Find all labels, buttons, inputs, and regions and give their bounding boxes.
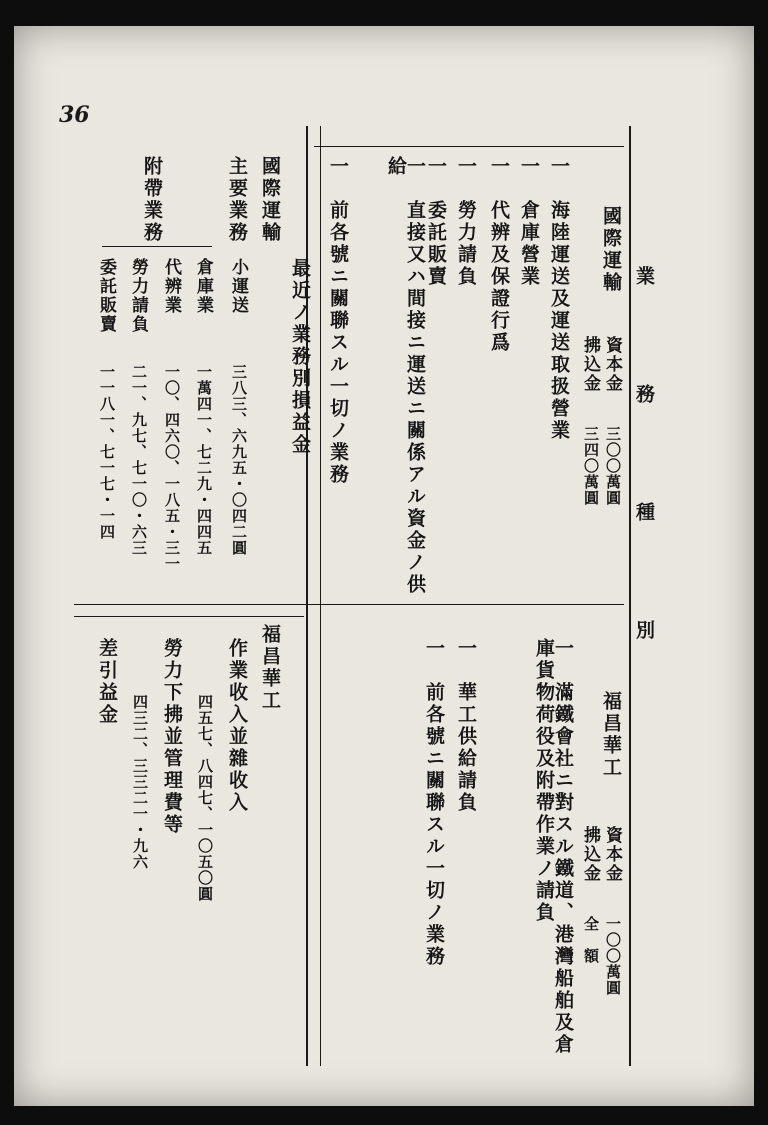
main-business-value: 三八三、六九五・〇四二圓: [230, 364, 248, 556]
inner-left-rule: [320, 126, 321, 1066]
income-row-label: 作業收入並雜收入: [226, 638, 248, 814]
ancillary-row-label: 代辨業: [161, 258, 181, 315]
company-name-b: 國際運輸: [259, 156, 281, 244]
income-row-value: 四三二、三三二一・九六: [131, 694, 149, 870]
business-item: 一 華工供給請負: [455, 638, 477, 814]
business-item: 一 前各號ニ關聯スル一切ノ業務: [423, 638, 445, 968]
capital-value-a: 三〇〇萬圓: [604, 426, 622, 506]
document-page: [14, 26, 754, 1106]
paid-in-label-c: 拂込金: [580, 826, 600, 883]
business-item: 一 倉庫營業: [518, 156, 540, 288]
business-item: 一 勞力請負: [455, 156, 477, 288]
income-row-value: 四五七、八四七、一〇五〇圓: [196, 694, 214, 902]
paid-in-value-a: 三四〇萬圓: [582, 426, 600, 506]
ancillary-row-label: 委託販賣: [96, 258, 116, 334]
business-item: 一 委託販賣: [425, 156, 447, 288]
capital-value-c: 一〇〇萬圓: [604, 916, 622, 996]
ancillary-bracket: [102, 246, 212, 247]
page-number: 36: [59, 102, 90, 128]
company-name-a: 國際運輸: [600, 206, 622, 294]
paid-in-label-a: 拂込金: [580, 336, 600, 393]
ancillary-row-value: 二一、九七、七一〇・六三: [130, 364, 148, 556]
capital-label-a: 資本金: [602, 336, 622, 393]
right-rule: [629, 126, 631, 1066]
paid-in-value-c: 全 額: [582, 916, 600, 964]
company-name-d: 福昌華工: [259, 624, 281, 712]
income-row-label: 差引益金: [96, 638, 118, 726]
ancillary-row-value: 一〇、四六〇、一八五・三一: [163, 364, 181, 572]
business-item: 一 海陸運送及運送取扱營業: [548, 156, 570, 442]
horizontal-divider: [74, 604, 624, 605]
business-item: 一 前各號ニ關聯スル一切ノ業務: [327, 156, 349, 486]
capital-label-c: 資本金: [602, 826, 622, 883]
section-header: 業 務 種 別: [633, 266, 655, 679]
business-item: 一 滿鐵會社ニ對スル鐵道、港灣船舶及倉庫貨物荷役及附帶作業ノ請負: [533, 638, 574, 1056]
main-business-item: 小運送: [228, 258, 248, 315]
top-rule: [314, 146, 624, 147]
ancillary-row-value: 一萬四一、七二九・四四五: [195, 364, 213, 556]
left-horizontal-divider: [74, 616, 304, 617]
business-item: 一 直接又ハ間接ニ運送ニ關係アル資金ノ供給: [385, 156, 426, 596]
income-row-label: 勞力下拂並管理費等: [161, 638, 183, 836]
ancillary-label: 附帶業務: [141, 156, 163, 244]
section-b-title: 最近ノ業務別損益金: [289, 258, 311, 456]
main-business-label: 主要業務: [226, 156, 248, 244]
company-name-c: 福昌華工: [600, 691, 622, 779]
ancillary-row-label: 倉庫業: [193, 258, 213, 315]
ancillary-row-value: 一一八一、七一七・一四: [98, 364, 116, 540]
business-item: 一 代辨及保證行爲: [488, 156, 510, 354]
ancillary-row-label: 勞力請負: [128, 258, 148, 334]
